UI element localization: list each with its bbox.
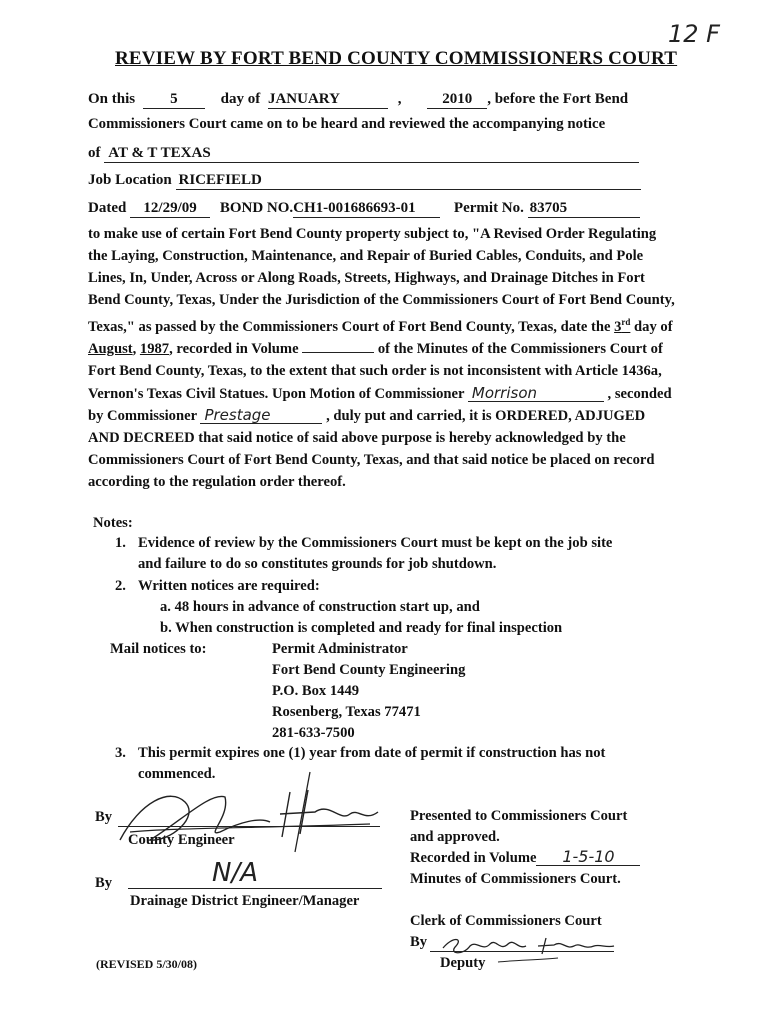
clerk-label: Clerk of Commissioners Court [410,913,602,929]
job-location-label: Job Location [88,172,172,188]
of-label: of [88,145,101,161]
body-text-1: to make use of certain Fort Bend County property subject to, "A Revised Order Regulating the Laying, Construction, Maintenance, and Repair of Buried Cables, Conduits, and Pole Lines, In, Under, Across or Along Roads, Streets, Highways, and Drainage Ditches in Fort Bend County, Texas, Under the Jurisdiction of the Commissioners Court of Fort Bend County, Texas," as passed by the Commissioners Court of Fort Bend County, Texas, date the [88,226,675,336]
header-date-line [88,88,628,110]
recorded-label: Recorded in Volume [410,850,537,866]
revised-note: (REVISED 5/30/08) [96,957,198,971]
page-title: REVIEW BY FORT BEND COUNTY COMMISSIONERS COURT [115,48,678,69]
permit-field: 83705 [528,199,640,218]
body-text-5: of the Minutes of the Commissioners Court of Fort Bend County, Texas, to the extent that such order is not inconsistent with Article 1436a, Vernon's Texas Civil Statues. Upon Motion of Commissioner [88,341,663,402]
day-field: 5 [143,90,205,109]
mail-address-line-5: 281-633-7500 [272,725,355,741]
comma: , [397,91,402,107]
of-field: AT & T TEXAS [104,144,639,163]
before-text: , before the Fort Bend [487,91,629,107]
presented-line-2: and approved. [410,829,500,845]
motion-commissioner-handwritten: Morrison [468,385,604,402]
by-label-2: By [95,875,113,891]
mail-address-line-1: Permit Administrator [272,641,408,657]
mail-notices-label: Mail notices to: [110,641,207,657]
drainage-signature-line [128,888,382,889]
na-handwritten: N/A [212,858,258,888]
corner-handwritten-mark: 12 F [668,20,720,48]
notes-heading: Notes: [93,515,133,531]
note-3-number: 3. [115,745,126,761]
deputy-label: Deputy [440,955,486,971]
note-2-number: 2. [115,578,126,594]
presented-line-1: Presented to Commissioners Court [410,808,628,824]
note-1-line-1: Evidence of review by the Commissioners Court must be kept on the job site [138,535,613,551]
order-month: August [88,341,133,358]
body-text-3: , [132,341,140,358]
note-2-line: Written notices are required: [138,578,320,594]
note-3-line-1: This permit expires one (1) year from date of permit if construction has not [138,745,606,761]
dated-line [88,197,640,219]
dated-label: Dated [88,200,127,216]
bond-field: CH1-001686693-01 [293,199,440,218]
ordinal-day-suffix: rd [621,317,631,328]
order-year: 1987 [139,341,170,358]
note-2a: a. 48 hours in advance of construction start up, and [160,599,480,615]
drainage-engineer-label: Drainage District Engineer/Manager [130,893,360,909]
body-text-4: , recorded in Volume [169,341,303,358]
job-location-field: RICEFIELD [176,171,641,190]
county-engineer-signature [110,762,390,857]
mail-address-line-2: Fort Bend County Engineering [272,662,466,678]
header-line-2: Commissioners Court came on to be heard and reviewed the accompanying notice [88,116,606,132]
note-1-number: 1. [115,535,126,551]
bond-label: BOND NO. [219,200,294,216]
minutes-label: Minutes of Commissioners Court. [410,871,621,887]
year-field: 2010 [427,90,487,109]
day-of-label: day of [220,91,261,107]
note-2b: b. When construction is completed and ready for final inspection [160,620,563,636]
by-label-3: By [410,934,428,950]
note-1-line-2: and failure to do so constitutes grounds for job shutdown. [138,556,497,572]
recorded-line [410,848,640,869]
mail-address-line-3: P.O. Box 1449 [272,683,360,699]
seconded-commissioner-handwritten: Prestage [200,407,322,424]
county-engineer-label: County Engineer [128,832,235,848]
dated-field: 12/29/09 [130,199,210,218]
volume-blank [302,352,374,353]
on-this-label: On this [88,91,136,107]
recorded-volume-handwritten: 1-5-10 [536,848,640,866]
ordinal-day [614,319,630,335]
of-line [88,142,639,164]
body-text-2: day of [630,319,673,336]
month-field: JANUARY [268,90,388,109]
ordinal-day-number: 3 [614,319,622,336]
body-text-6: , seconded by Commissioner [88,385,672,424]
by-label-1: By [95,809,113,825]
body-paragraph [88,223,678,493]
note-3-line-2: commenced. [138,766,216,782]
body-text-7: , duly put and carried, it is ORDERED, ADJUGED AND DECREED that said notice of said above purpose is hereby acknowledged by the Commissioners Court of Fort Bend County, Texas, and that said notice be placed on record according to the regulation order thereof. [88,407,655,490]
mail-address-line-4: Rosenberg, Texas 77471 [272,704,421,720]
job-location-line [88,169,641,191]
permit-label: Permit No. [453,200,524,216]
